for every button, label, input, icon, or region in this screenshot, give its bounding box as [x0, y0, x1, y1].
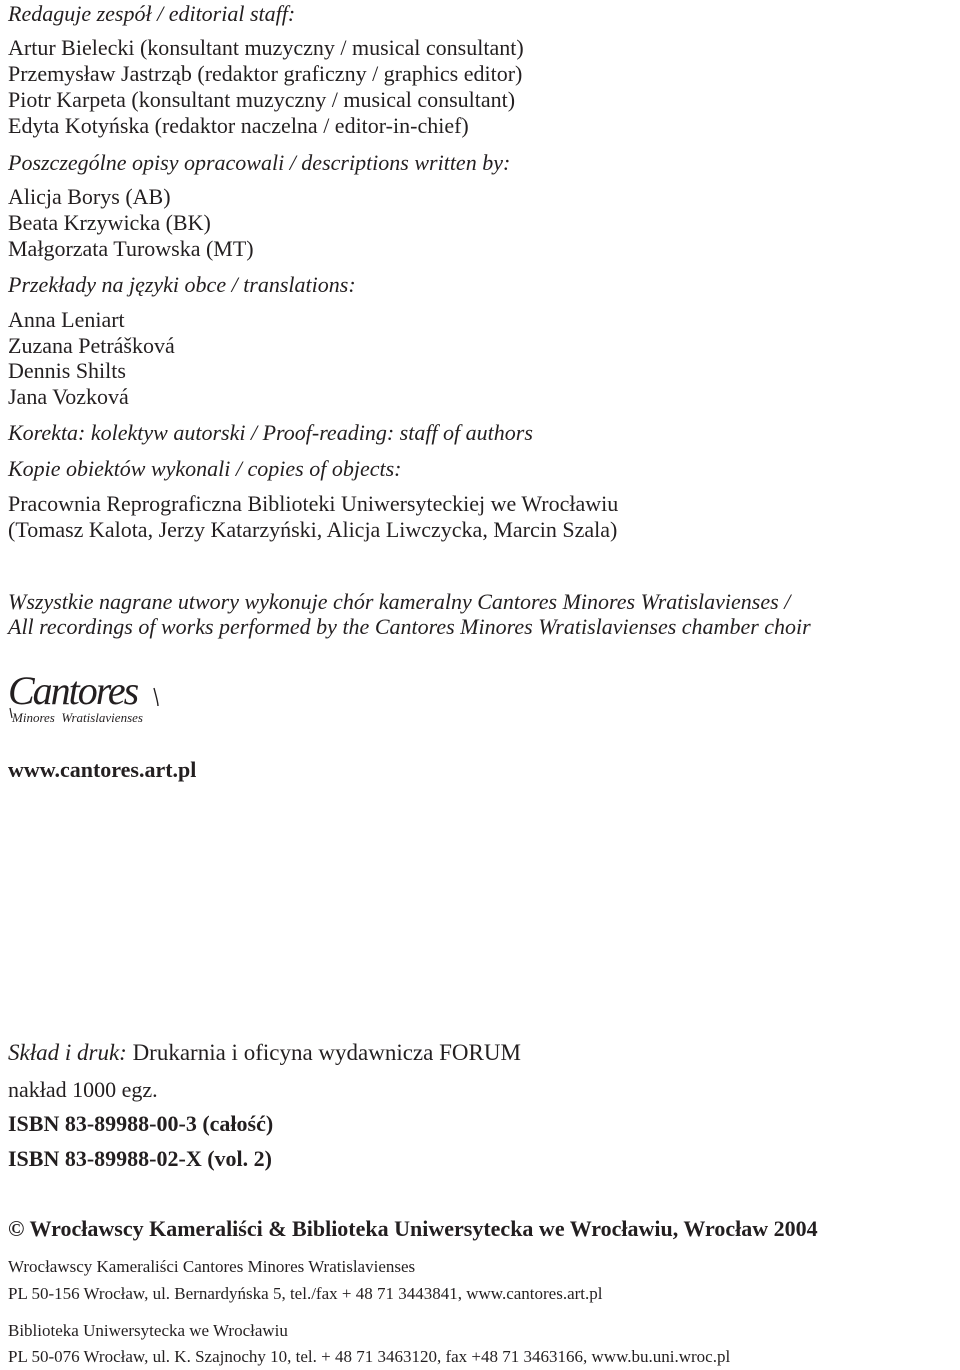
translator: Jana Vozková [8, 384, 129, 409]
contact-line: Biblioteka Uniwersytecka we Wrocławiu [8, 1321, 288, 1340]
editorial-member: Artur Bielecki (konsultant muzyczny / musical consultant) [8, 35, 524, 60]
logo-sub-text: Minores Wratislavienses [12, 710, 143, 725]
contact-line: Wrocławscy Kameraliści Cantores Minores Wratislavienses [8, 1257, 416, 1276]
descriptions-heading: Poszczególne opisy opracowali / descriptions written by: [8, 150, 511, 175]
copies-line: (Tomasz Kalota, Jerzy Katarzyński, Alicja Liwczycka, Marcin Szala) [8, 517, 618, 542]
print-line [8, 1040, 960, 1066]
translations-heading: Przekłady na języki obce / translations: [8, 272, 356, 297]
contact-line: PL 50-156 Wrocław, ul. Bernardyńska 5, tel./fax + 48 71 3443841, www.cantores.art.pl [8, 1284, 603, 1303]
editorial-member: Przemysław Jastrząb (redaktor graficzny / graphics editor) [8, 61, 523, 86]
description-author: Beata Krzywicka (BK) [8, 210, 211, 235]
print-label: Skład i druk: [8, 1040, 127, 1065]
cantores-logo [6, 668, 166, 728]
print-value: Drukarnia i oficyna wydawnicza FORUM [126, 1040, 521, 1065]
translator: Anna Leniart [8, 307, 125, 332]
contact-line: PL 50-076 Wrocław, ul. K. Szajnochy 10, tel. + 48 71 3463120, fax +48 71 3463166, www.bu.uni.wroc.pl [8, 1347, 731, 1366]
translator: Zuzana Petrášková [8, 333, 175, 358]
isbn-volume: ISBN 83-89988-02-X (vol. 2) [8, 1146, 272, 1171]
logo-flourish [154, 688, 158, 706]
website-link[interactable]: www.cantores.art.pl [8, 757, 197, 782]
isbn-complete: ISBN 83-89988-00-3 (całość) [8, 1111, 274, 1136]
description-author: Alicja Borys (AB) [8, 184, 171, 209]
editorial-heading: Redaguje zespół / editorial staff: [8, 1, 296, 26]
proofreading-line: Korekta: kolektyw autorski / Proof-reading: staff of authors [8, 420, 533, 445]
editorial-member: Piotr Karpeta (konsultant muzyczny / musical consultant) [8, 87, 516, 112]
copies-line: Pracownia Reprograficzna Biblioteki Uniwersyteckiej we Wrocławiu [8, 491, 619, 516]
edition-line: nakład 1000 egz. [8, 1077, 158, 1102]
copies-heading: Kopie obiektów wykonali / copies of objects: [8, 456, 402, 481]
copyright-line: © Wrocławscy Kameraliści & Biblioteka Uniwersytecka we Wrocławiu, Wrocław 2004 [8, 1216, 818, 1241]
description-author: Małgorzata Turowska (MT) [8, 236, 254, 261]
logo-main-text: Cantores [8, 668, 138, 713]
translator: Dennis Shilts [8, 358, 126, 383]
recordings-polish: Wszystkie nagrane utwory wykonuje chór kameralny Cantores Minores Wratislavienses / [8, 589, 791, 614]
editorial-member: Edyta Kotyńska (redaktor naczelna / editor-in-chief) [8, 113, 469, 138]
recordings-english: All recordings of works performed by the Cantores Minores Wratislavienses chamber choir [8, 614, 811, 639]
